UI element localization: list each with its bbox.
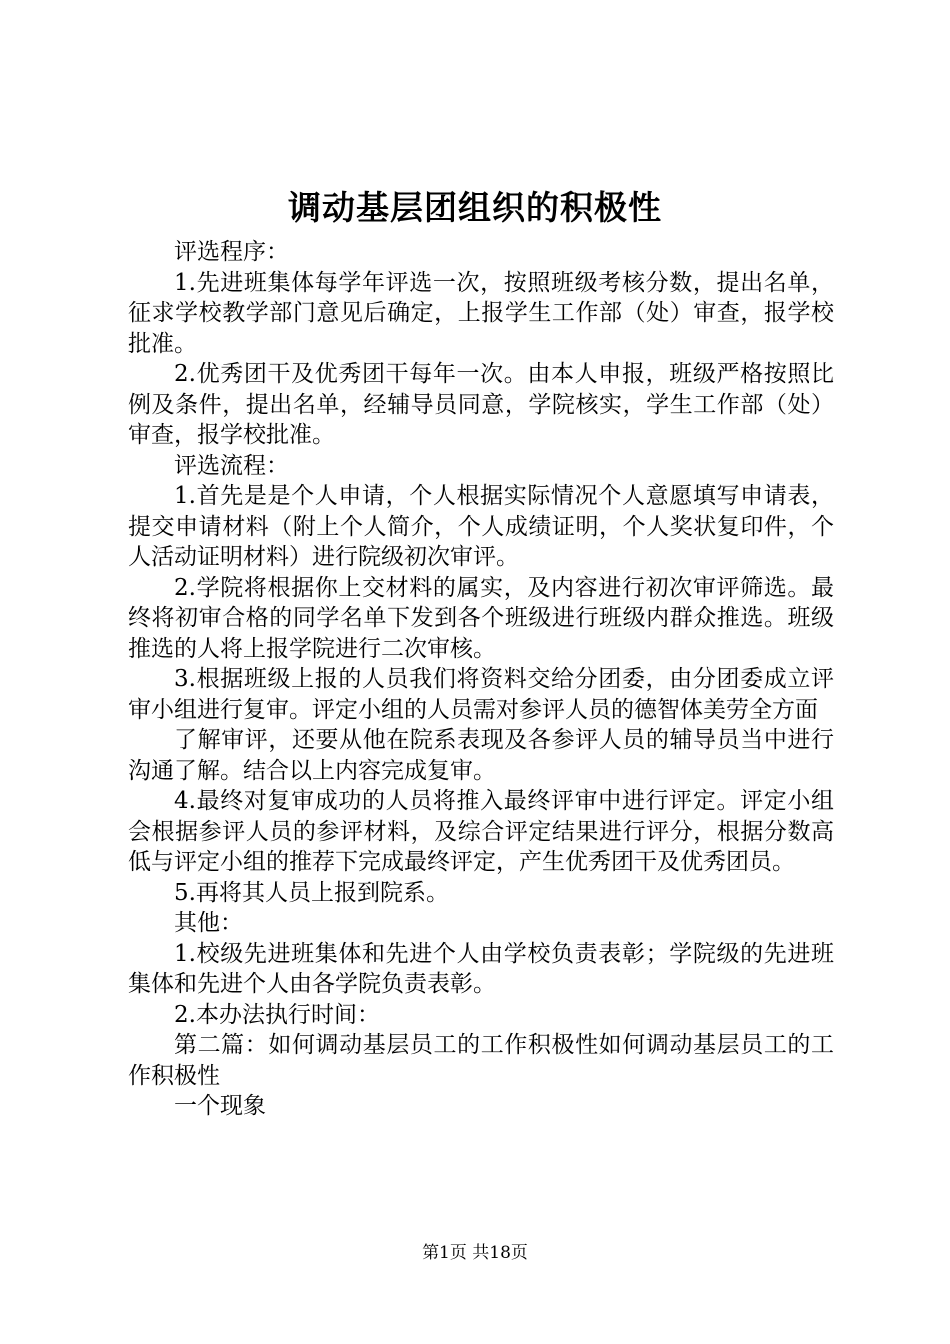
paragraph-process-item-3: 3.根据班级上报的人员我们将资料交给分团委，由分团委成立评审小组进行复审。评定小组的人员需对参评人员的德智体美劳全方面: [128, 666, 834, 723]
paragraph-other-heading: 其他：: [174, 910, 243, 936]
document-body: [128, 237, 834, 1122]
paragraph-other-item-1: 1.校级先进班集体和先进个人由学校负责表彰；学院级的先进班集体和先进个人由各学院负责表彰。: [128, 940, 834, 997]
paragraph-a-phenomenon: 一个现象: [174, 1093, 266, 1119]
paragraph-selection-process-heading: 评选流程：: [174, 452, 289, 479]
paragraph-process-item-3-continued: 了解审评，还要从他在院系表现及各参评人员的辅导员当中进行沟通了解。结合以上内容完成复审。: [128, 727, 834, 784]
paragraph-selection-procedure-heading: 评选程序：: [174, 239, 289, 265]
page-footer: 第1页 共18页: [422, 1243, 528, 1263]
paragraph-part-two-title: 第二篇：如何调动基层员工的工作积极性如何调动基层员工的工作积极性: [128, 1032, 834, 1089]
document-title: 调动基层团组织的积极性: [288, 188, 662, 227]
paragraph-process-item-2: 2.学院将根据你上交材料的属实，及内容进行初次审评筛选。最终将初审合格的同学名单下发到各个班级进行班级内群众推选。班级推选的人将上报学院进行二次审核。: [128, 574, 834, 662]
paragraph-procedure-item-1: 1.先进班集体每学年评选一次，按照班级考核分数，提出名单，征求学校教学部门意见后确定，上报学生工作部（处）审查，报学校批准。: [128, 269, 834, 357]
paragraph-procedure-item-2: 2.优秀团干及优秀团干每年一次。由本人申报，班级严格按照比例及条件，提出名单，经辅导员同意，学院核实，学生工作部（处）审查，报学校批准。: [128, 361, 834, 448]
paragraph-process-item-1: 1.首先是是个人申请，个人根据实际情况个人意愿填写申请表，提交申请材料（附上个人简介，个人成绩证明，个人奖状复印件，个人活动证明材料）进行院级初次审评。: [128, 483, 834, 570]
paragraph-process-item-5: 5.再将其人员上报到院系。: [174, 879, 449, 906]
paragraph-other-item-2: 2.本办法执行时间：: [174, 1001, 380, 1028]
paragraph-process-item-4: 4.最终对复审成功的人员将推入最终评审中进行评定。评定小组会根据参评人员的参评材料，及综合评定结果进行评分，根据分数高低与评定小组的推荐下完成最终评定，产生优秀团干及优秀团员。: [128, 788, 834, 875]
